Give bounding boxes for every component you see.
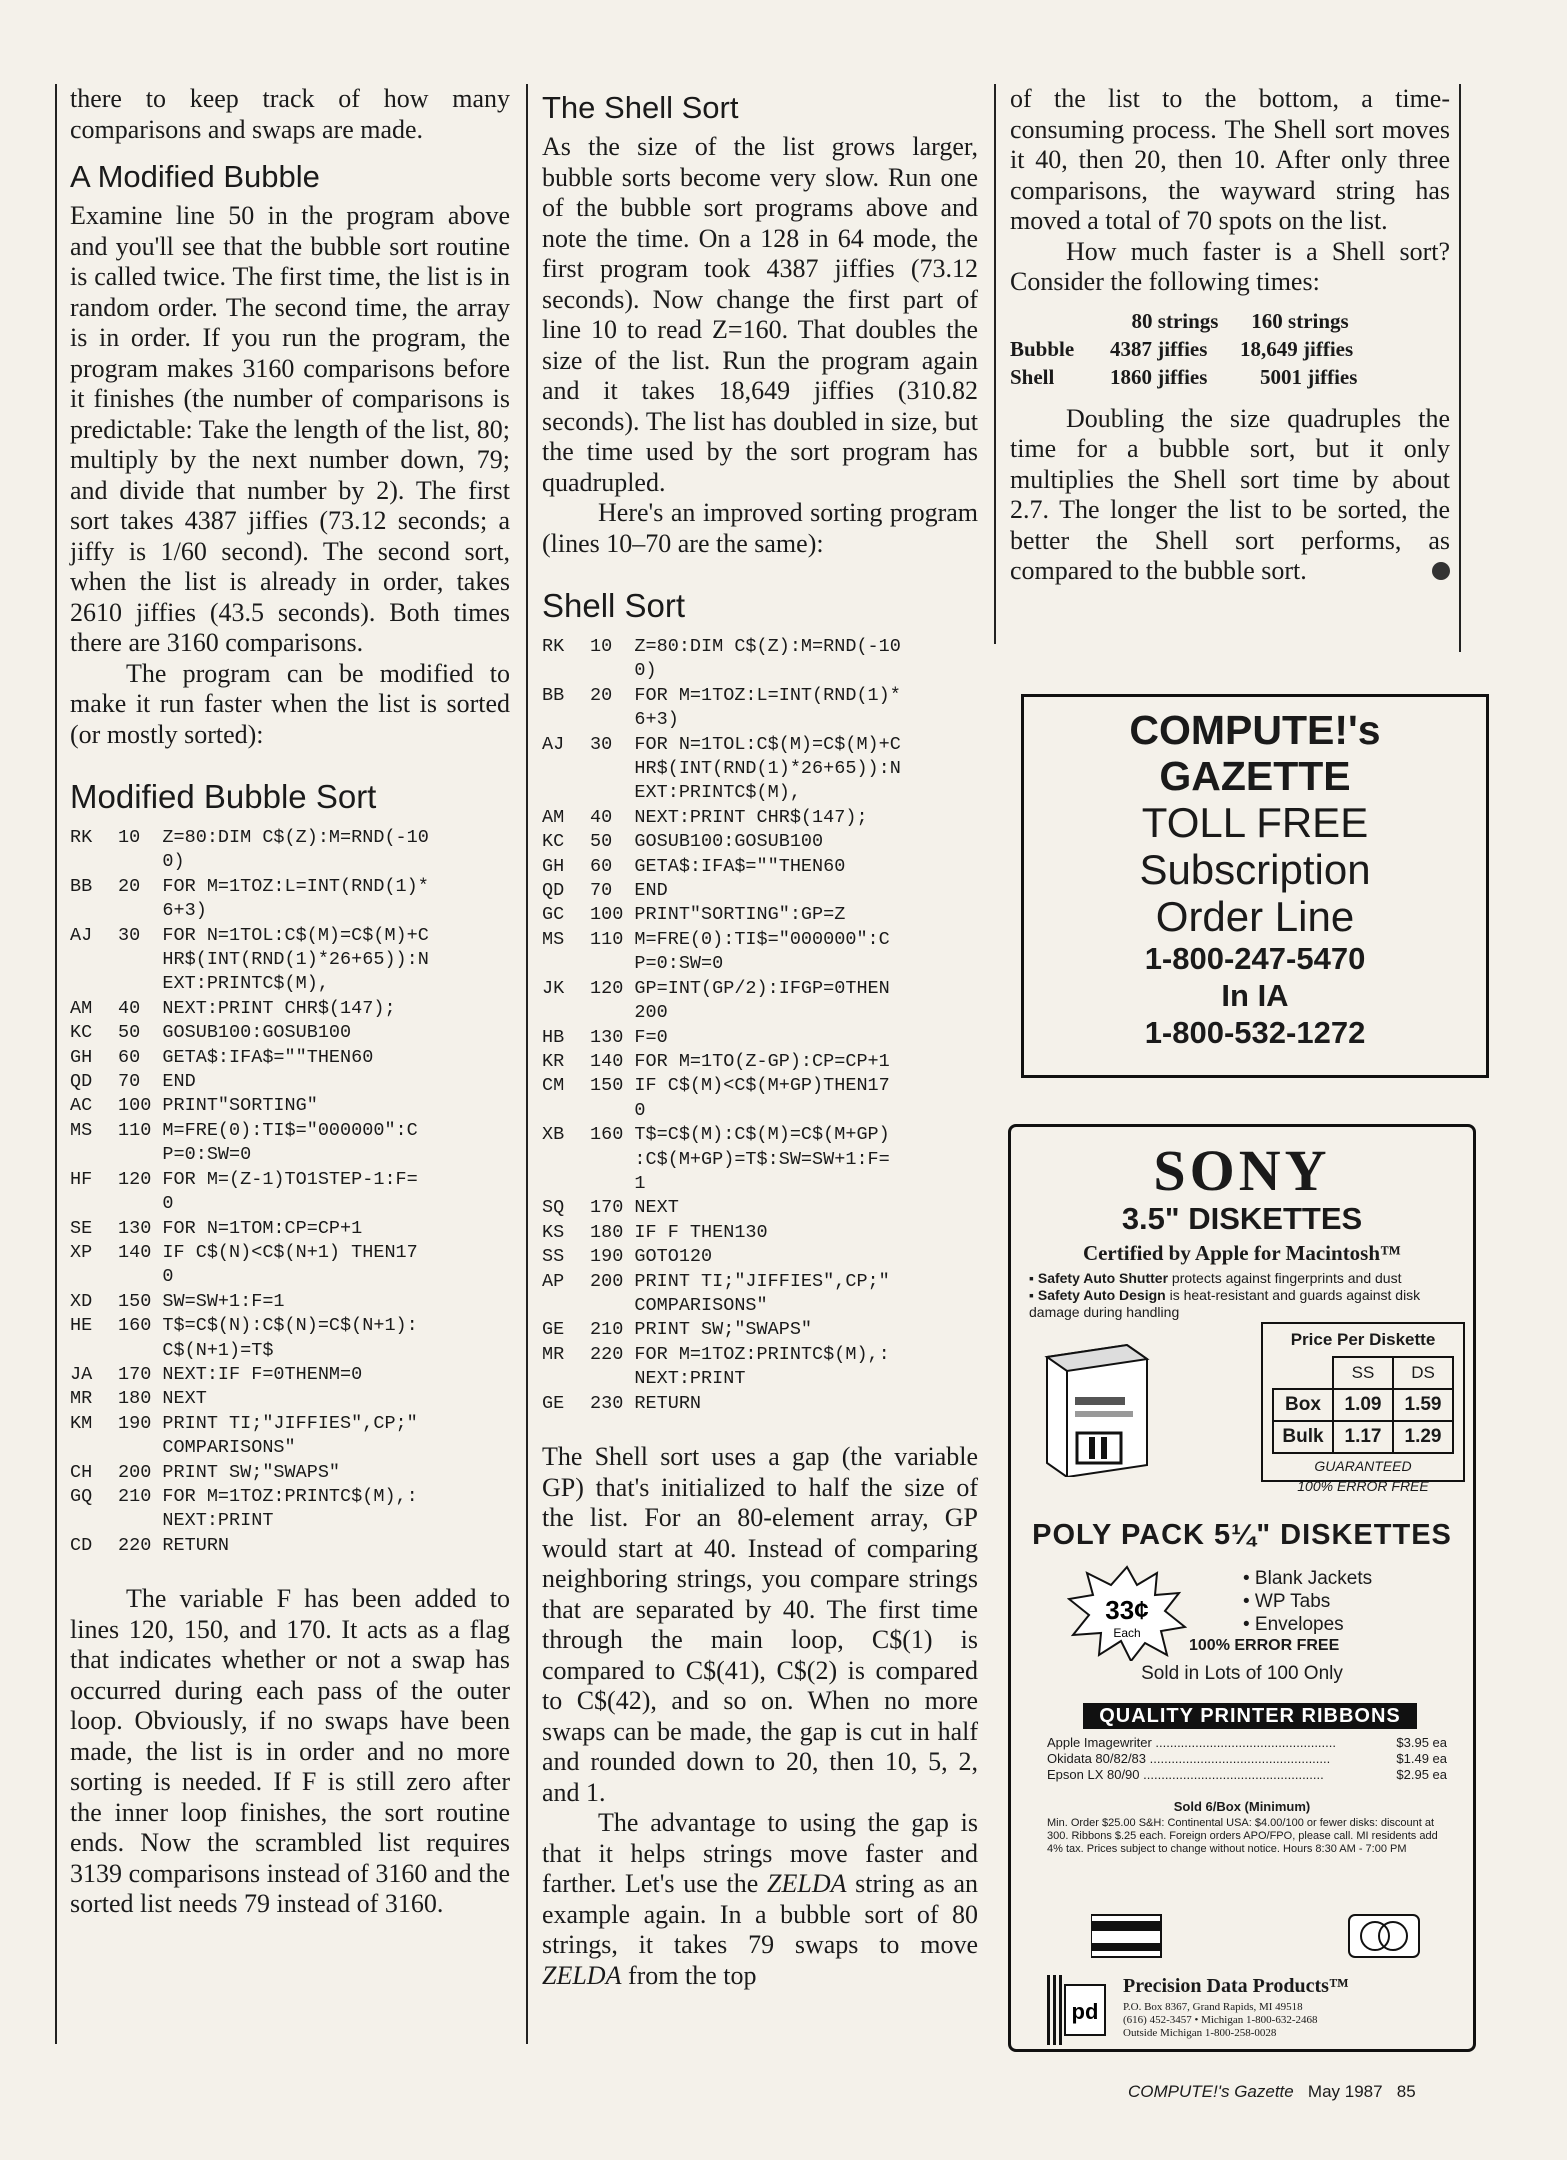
code-text: 60 GETA$:IFA$=""THEN60 [590,855,846,877]
feature-bold: Safety Auto Design [1037,1287,1166,1303]
order-fine-print: Min. Order $25.00 S&H: Continental USA: $4.00/100 or fewer disks: discount at 300. Ribbons $.25 each. Foreign orders APO/FPO, please call. MI residents add 4% tax. Prices subject to change without notice. Hours 8:30 AM - 7:00 PM [1047,1817,1438,1855]
pdp-phone-line: Outside Michigan 1-800-258-0028 [1123,2027,1277,2039]
code-text: 30 FOR N=1TOL:C$(M)=C$(M)+C HR$(INT(RND(1)*26+65)):N EXT:PRINTC$(M), [590,733,901,804]
timing-cell: 4387 jiffies [1110,337,1208,361]
ribbon-name: Okidata 80/82/83 [1047,1751,1147,1766]
gazette-subscription-ad[interactable] [1021,694,1489,1078]
timing-row [1010,336,1450,364]
code-text: 170 NEXT:IF F=0THENM=0 [118,1363,363,1385]
code-text: 190 GOTO120 [590,1246,713,1268]
price-cell: 1.59 [1393,1389,1453,1421]
listing-line [70,1217,510,1241]
price-burst-icon [1067,1565,1187,1661]
column-rule-middle-2 [994,84,996,644]
checksum: AJ [70,924,93,946]
ribbon-price: $3.95 ea [1396,1735,1447,1750]
listing-line [70,1461,510,1485]
listing-line [70,1387,510,1411]
listing-line [70,875,510,924]
checksum: HB [542,1026,565,1048]
code-text: 140 FOR M=1TO(Z-GP):CP=CP+1 [590,1050,890,1072]
listing-line [70,1290,510,1314]
timing-header-cell: 160 strings [1251,309,1349,333]
poly-pack-items [1243,1567,1372,1636]
timing-cell: Shell [1010,365,1055,389]
checksum: BB [542,684,565,706]
intro-paragraph: there to keep track of how many comparisons and swaps are made. [70,84,510,144]
improved-paragraph: Here's an improved sorting program (lines 10–70 are the same): [542,498,978,558]
listing-line [542,1050,978,1074]
price-corner [1273,1357,1333,1389]
leader-dots: .................................................. [1151,1735,1336,1750]
code-text: 130 FOR N=1TOM:CP=CP+1 [118,1217,363,1239]
continued-paragraph: of the list to the bottom, a time-consuming process. The Shell sort moves it 40, then 20, then 10. After only three comparisons, the wayward string has moved a total of 70 spots on the list. [1010,84,1450,235]
listing-line [70,1241,510,1290]
variable-paragraph: The variable F has been added to lines 120, 150, and 170. It acts as a flag that indicates whether or not a swap has occurred during each pass of the outer loop. Obviously, if no swaps have been made, the list is in order and no more sorting is needed. If F is still zero after the inner loop finishes, the sort routine ends. Now the scrambled list requires 3139 comparisons instead of 3160 and the sorted list needs 79 instead of 3160. [70,1584,510,1919]
listing-line [70,1168,510,1217]
checksum: MS [70,1119,93,1141]
price-row-label: Box [1273,1389,1333,1421]
payment-cards-icons [1091,1913,1421,1959]
burst-each: Each [1113,1626,1141,1640]
price-cell: 1.09 [1333,1389,1393,1421]
zelda-emphasis: ZELDA [542,1960,622,1990]
code-text: 60 GETA$:IFA$=""THEN60 [118,1046,374,1068]
code-text: 140 IF C$(N)<C$(N+1) THEN17 0 [118,1241,418,1288]
listing-line [542,830,978,854]
quality-ribbons-banner: QUALITY PRINTER RIBBONS [1083,1703,1417,1729]
listing-line [70,924,510,997]
checksum: MS [542,928,565,950]
price-row [1273,1389,1453,1421]
modified-bubble-heading: A Modified Bubble [70,159,320,194]
checksum: GQ [70,1485,93,1507]
price-header-row [1273,1357,1453,1389]
ribbon-name: Apple Imagewriter [1047,1735,1152,1750]
ad-gazette-line3: TOLL FREE [1141,799,1369,846]
listing-line [542,903,978,927]
checksum: GH [542,855,565,877]
listing-line [542,928,978,977]
code-text: 180 IF F THEN130 [590,1221,768,1243]
listing-line [70,997,510,1021]
listing-line [542,1245,978,1269]
code-text: 200 PRINT SW;"SWAPS" [118,1461,341,1483]
checksum: RK [70,827,93,848]
timing-row [1010,364,1450,392]
pdp-company-name: Precision Data Products™ [1123,1975,1349,1997]
price-title: Price Per Diskette [1290,1330,1436,1349]
checksum: KC [542,831,565,853]
listing-line [542,806,978,830]
listing-line [542,879,978,903]
checksum: AM [70,997,93,1019]
code-text: 20 FOR M=1TOZ:L=INT(RND(1)* 6+3) [118,875,429,922]
program-paragraph: The program can be modified to make it run faster when the list is sorted (or mostly sorted): [70,658,510,749]
listing-line [542,684,978,733]
listing-line [70,1021,510,1045]
ad-gazette-line4: Subscription [1139,846,1371,893]
listing-line [542,1074,978,1123]
visa-card-icon [1091,1915,1161,1957]
price-cell: 1.17 [1333,1421,1393,1453]
burst-price: 33¢ [1105,1595,1149,1625]
checksum: QD [70,1071,93,1093]
checksum: SE [70,1217,93,1239]
diskette-box-image [1037,1337,1155,1477]
timing-cell: 1860 jiffies [1110,365,1208,389]
listing-line [542,1392,978,1416]
pdp-address [1123,2001,1318,2040]
listing-line [542,1270,978,1319]
code-text: 50 GOSUB100:GOSUB100 [590,831,824,853]
ribbon-name: Epson LX 80/90 [1047,1767,1140,1782]
zelda-emphasis: ZELDA [767,1869,847,1898]
column-rule-left [55,84,57,2044]
poly-item: • Blank Jackets [1243,1568,1373,1589]
timing-header-cell: 80 strings [1131,309,1219,333]
listing-line [542,1123,978,1196]
ad-gazette-phone2: 1-800-532-1272 [1144,1015,1366,1050]
feature-item: ▪ Safety Auto Design is heat-resistant and guards against disk damage during handling [1029,1287,1421,1320]
advantage-text-b: string as an example again. In a bubble sort of 80 strings, it takes 79 swaps to move [542,1869,979,1959]
advantage-text-a: The advantage to using the gap is that it helps strings move faster and farther. Let's use the [542,1808,978,1898]
listing-line [70,826,510,875]
code-text: 190 PRINT TI;"JIFFIES",CP;" COMPARISONS" [118,1412,418,1459]
examine-paragraph: Examine line 50 in the program above and you'll see that the bubble sort routine is called twice. The first time, the list is in random order. The second time, the array is in order. If you run the program, the program makes 3160 comparisons before it finishes (the number of comparisons is predictable: Take the length of the list, 80; multiply by the next number down, 79; and divide that number by 2). The first sort takes 4387 jiffies (73.12 seconds; a jiffy is 1/60 second). The second sort, when the list is already in order, takes 2610 jiffies (43.5 seconds). Both times there are 3160 comparisons. [70,201,510,657]
checksum: AC [70,1095,93,1117]
listing-line [542,635,978,684]
checksum: BB [70,875,93,897]
gap-paragraph: The Shell sort uses a gap (the variable GP) that's initialized to half the size of the list. For an 80-element array, GP would start at 40. Instead of comparing neighboring strings, you compare strings that are separated by 40. The first time through the main loop, C$(1) is compared to C$(41), C$(2) is compared to C$(42), and so on. When no more swaps can be made, the gap is cut in half and rounded down to 20, then 10, 5, 2, and 1. [542,1442,978,1807]
checksum: XD [70,1290,93,1312]
checksum: KC [70,1022,93,1044]
checksum: AM [542,806,565,828]
code-text: 160 T$=C$(N):C$(N)=C$(N+1): C$(N+1)=T$ [118,1315,418,1361]
footer-publication: COMPUTE!'s Gazette [1128,2082,1294,2101]
price-col-ss: SS [1333,1357,1393,1389]
checksum: HF [70,1168,93,1190]
price-col-ds: DS [1393,1357,1453,1389]
price-row-label: Bulk [1273,1421,1333,1453]
code-text: 170 NEXT [590,1197,679,1219]
pdp-phone-line: (616) 452-3457 • Michigan 1-800-632-2468 [1123,2014,1318,2026]
leader-dots: .................................................. [1139,1767,1324,1782]
listing-line [542,1221,978,1245]
listing-line [70,1094,510,1118]
code-text: 50 GOSUB100:GOSUB100 [118,1022,352,1044]
code-text: 110 M=FRE(0):TI$="000000":C P=0:SW=0 [590,928,890,975]
sony-logo: SONY [1153,1138,1331,1203]
how-much-paragraph: How much faster is a Shell sort? Consider the following times: [1010,236,1450,296]
timing-table [1010,308,1450,392]
ribbon-item [1047,1735,1447,1751]
checksum: RK [542,636,565,657]
ad-gazette-state: In IA [1221,978,1289,1013]
poly-error-free: 100% ERROR FREE [1189,1637,1340,1654]
ribbon-price: $2.95 ea [1396,1767,1447,1782]
sony-product: 3.5" DISKETTES [1121,1201,1363,1236]
code-text: 100 PRINT"SORTING":GP=Z [590,904,846,926]
checksum: QD [542,880,565,902]
code-text: 150 IF C$(M)<C$(M+GP)THEN17 0 [590,1075,890,1121]
listing-line [70,1119,510,1168]
listing-line [542,1318,978,1342]
pdp-logo-icon [1047,1975,1107,2045]
apple-certified: Certified by Apple for Macintosh™ [1082,1241,1402,1265]
column-rule-middle-1 [526,84,528,2044]
pdp-address-line: P.O. Box 8367, Grand Rapids, MI 49518 [1123,2001,1303,2013]
ribbon-item [1047,1751,1447,1767]
feature-text: protects against fingerprints and dust [1168,1270,1402,1286]
checksum: CD [70,1534,93,1556]
sony-diskettes-ad[interactable] [1008,1124,1476,2052]
price-row [1273,1421,1453,1453]
checksum: AJ [542,733,565,755]
code-text: 120 GP=INT(GP/2):IFGP=0THEN 200 [590,977,890,1024]
column-rule-right [1459,84,1461,652]
ribbon-price-list [1047,1735,1447,1783]
checksum: GE [542,1392,565,1414]
code-text: 210 PRINT SW;"SWAPS" [590,1319,813,1341]
checksum: GE [542,1319,565,1341]
ribbon-price: $1.49 ea [1396,1751,1447,1766]
shell-sort-heading: The Shell Sort [542,90,739,125]
checksum: KR [542,1050,565,1072]
listing-line [70,1070,510,1094]
advantage-text-c: from the top [621,1960,757,1990]
checksum: GH [70,1046,93,1068]
checksum: XB [542,1124,565,1146]
code-text: 70 END [590,880,668,902]
column-1 [70,84,510,1920]
doubling-paragraph [1010,404,1450,587]
code-text: 70 END [118,1071,196,1093]
checksum: JK [542,977,565,999]
listing-line [70,1534,510,1558]
listing-line [542,1196,978,1220]
guaranteed-label: GUARANTEED [1314,1458,1412,1474]
modified-bubble-sort-title: Modified Bubble Sort [70,778,377,815]
poly-item: • Envelopes [1243,1614,1344,1635]
code-text: 200 PRINT TI;"JIFFIES",CP;" COMPARISONS" [590,1270,890,1316]
checksum: MR [542,1343,565,1365]
feature-bold: Safety Auto Shutter [1037,1270,1169,1286]
ad-gazette-line2: GAZETTE [1159,753,1351,799]
listing-line [70,1485,510,1534]
code-text: 220 FOR M=1TOZ:PRINTC$(M),: NEXT:PRINT [590,1343,890,1390]
code-text: 220 RETURN [118,1534,230,1556]
page-number: 85 [1396,2082,1416,2101]
code-text: 180 NEXT [118,1388,207,1410]
listing-line [542,1026,978,1050]
feature-item: ▪ Safety Auto Shutter protects against fingerprints and dust [1029,1270,1402,1286]
end-of-article-icon [1432,562,1450,580]
code-text: 20 FOR M=1TOZ:L=INT(RND(1)* 6+3) [590,684,901,731]
mastercard-icon [1349,1915,1419,1957]
code-text: 40 NEXT:PRINT CHR$(147); [590,806,868,828]
feature-list [1011,1266,1473,1321]
footer-date: May 1987 [1307,2082,1383,2101]
ad-gazette-line1: COMPUTE!'s [1129,707,1381,753]
checksum: SQ [542,1197,565,1219]
poly-pack-title: POLY PACK 5¼" DISKETTES [1032,1519,1452,1551]
code-text: 110 M=FRE(0):TI$="000000":C P=0:SW=0 [118,1119,418,1166]
ad-gazette-phone1: 1-800-247-5470 [1144,941,1366,976]
timing-header-row [1010,308,1450,336]
modified-bubble-sort-listing [70,826,510,1558]
code-text: 150 SW=SW+1:F=1 [118,1290,285,1312]
code-text: 130 F=0 [590,1026,668,1048]
ad-gazette-line5: Order Line [1155,893,1355,940]
code-text: 100 PRINT"SORTING" [118,1095,318,1117]
checksum: JA [70,1363,93,1385]
listing-line [542,1343,978,1392]
sold-six-per-box: Sold 6/Box (Minimum) [1173,1799,1311,1814]
code-text: 30 FOR N=1TOL:C$(M)=C$(M)+C HR$(INT(RND(1)*26+65)):N EXT:PRINTC$(M), [118,924,429,995]
code-text: 10 Z=80:DIM C$(Z):M=RND(-10 0) [590,636,901,682]
checksum: GC [542,904,565,926]
price-per-diskette-box [1261,1322,1465,1494]
price-table [1272,1356,1454,1454]
checksum: XP [70,1241,93,1263]
listing-line [542,855,978,879]
column-3 [1010,84,1450,587]
checksum: CM [542,1075,565,1097]
code-text: 40 NEXT:PRINT CHR$(147); [118,997,396,1019]
listing-line [70,1046,510,1070]
checksum: SS [542,1246,565,1268]
listing-line [542,733,978,806]
timing-cell: Bubble [1010,337,1075,361]
code-text: 160 T$=C$(M):C$(M)=C$(M+GP) :C$(M+GP)=T$:SW=SW+1:F= 1 [590,1124,890,1194]
checksum: KM [70,1412,93,1434]
shell-sort-listing [542,635,978,1416]
size-paragraph: As the size of the list grows larger, bubble sorts become very slow. Run one of the bubble sort programs above and note the time. On a 128 in 64 mode, the first program took 4387 jiffies (73.12 seconds). Now change the first part of line 10 to read Z=160. That doubles the size of the list. Run the program again and it takes 18,649 jiffies (310.82 seconds). The list has doubled in size, but the time used by the sort program has quadrupled. [542,132,978,497]
precision-data-products [1047,1975,1467,2049]
checksum: CH [70,1461,93,1483]
checksum: MR [70,1388,93,1410]
sold-in-lots: Sold in Lots of 100 Only [1141,1663,1343,1684]
svg-text:pd: pd [1071,1999,1099,2024]
code-text: 120 FOR M=(Z-1)TO1STEP-1:F= 0 [118,1168,418,1215]
listing-line [542,977,978,1026]
column-2 [542,84,978,1991]
listing-line [70,1314,510,1363]
doubling-text: Doubling the size quadruples the time for a bubble sort, but it only multiplies the Shell sort time by about 2.7. The longer the list to be sorted, the better the Shell sort performs, as compared to the bubble sort. [1010,403,1450,585]
checksum: AP [542,1270,565,1292]
code-text: 210 FOR M=1TOZ:PRINTC$(M),: NEXT:PRINT [118,1485,418,1532]
price-cell: 1.29 [1393,1421,1453,1453]
advantage-paragraph [542,1808,978,1991]
checksum: HE [70,1315,93,1337]
page-footer [1128,2082,1416,2102]
listing-line [70,1412,510,1461]
shell-sort-title: Shell Sort [542,587,686,624]
code-text: 230 RETURN [590,1392,702,1414]
error-free-label: 100% ERROR FREE [1297,1478,1429,1494]
poly-item: • WP Tabs [1243,1591,1331,1612]
timing-cell: 5001 jiffies [1260,365,1358,389]
listing-line [70,1363,510,1387]
ribbon-item [1047,1767,1447,1783]
code-text: 10 Z=80:DIM C$(Z):M=RND(-10 0) [118,827,429,873]
feature-text: is heat-resistant and guards against disk damage during handling [1029,1287,1421,1320]
checksum: KS [542,1221,565,1243]
leader-dots: .................................................. [1146,1751,1331,1766]
timing-cell: 18,649 jiffies [1240,337,1354,361]
